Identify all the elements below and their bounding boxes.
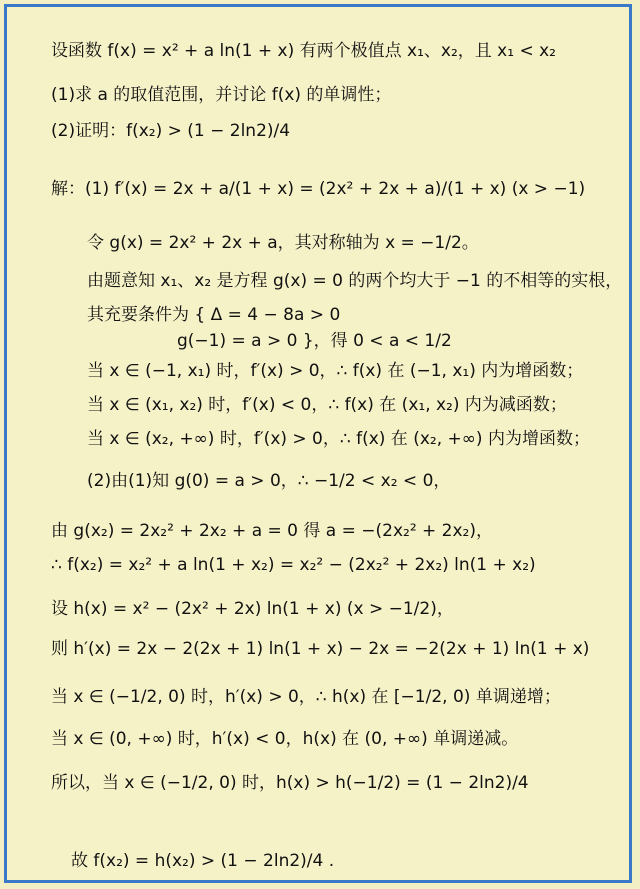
document-card bbox=[4, 4, 632, 883]
solution-part2-f: ∴ f(x₂) = x₂² + a ln(1 + x₂) = x₂² − (2x₂² + 2x₂) ln(1 + x₂) bbox=[51, 555, 536, 575]
solution-g-definition: 令 g(x) = 2x² + 2x + a，其对称轴为 x = −1/2。 bbox=[87, 233, 479, 253]
solution-monotonicity-3: 当 x ∈ (x₂, +∞) 时，f′(x) > 0，∴ f(x) 在 (x₂, +∞) 内为增函数； bbox=[87, 429, 590, 449]
solution-part2-so: 所以，当 x ∈ (−1/2, 0) 时，h(x) > h(−1/2) = (1 − 2ln2)/4 bbox=[51, 773, 529, 793]
solution-conclusion: 故 f(x₂) = h(x₂) > (1 − 2ln2)/4 . bbox=[71, 851, 335, 871]
solution-condition-a: 其充要条件为 { Δ = 4 − 8a > 0 bbox=[87, 305, 341, 325]
solution-part2-decreasing: 当 x ∈ (0, +∞) 时，h′(x) < 0，h(x) 在 (0, +∞) 单调递减。 bbox=[51, 729, 519, 749]
problem-part2: (2)证明：f(x₂) > (1 − 2ln2)/4 bbox=[51, 121, 291, 141]
solution-monotonicity-2: 当 x ∈ (x₁, x₂) 时，f′(x) < 0，∴ f(x) 在 (x₁, x₂) 内为减函数； bbox=[87, 395, 567, 415]
solution-part2-hprime: 则 h′(x) = 2x − 2(2x + 1) ln(1 + x) − 2x = −2(2x + 1) ln(1 + x) bbox=[51, 639, 590, 659]
solution-part2-start: (2)由(1)知 g(0) = a > 0，∴ −1/2 < x₂ < 0， bbox=[87, 471, 451, 491]
solution-part2-h: 设 h(x) = x² − (2x² + 2x) ln(1 + x) (x > −1/2)， bbox=[51, 599, 454, 619]
problem-part1: (1)求 a 的取值范围，并讨论 f(x) 的单调性； bbox=[51, 85, 392, 105]
solution-part2-increasing: 当 x ∈ (−1/2, 0) 时，h′(x) > 0，∴ h(x) 在 [−1/2, 0) 单调递增； bbox=[51, 687, 561, 707]
solution-roots: 由题意知 x₁、x₂ 是方程 g(x) = 0 的两个均大于 −1 的不相等的实根， bbox=[87, 271, 623, 291]
solution-monotonicity-1: 当 x ∈ (−1, x₁) 时，f′(x) > 0，∴ f(x) 在 (−1, x₁) 内为增函数； bbox=[87, 361, 584, 381]
solution-condition-b: g(−1) = a > 0 }，得 0 < a < 1/2 bbox=[177, 331, 452, 351]
solution-derivative: 解：(1) f′(x) = 2x + a/(1 + x) = (2x² + 2x + a)/(1 + x) (x > −1) bbox=[51, 179, 586, 199]
solution-part2-a: 由 g(x₂) = 2x₂² + 2x₂ + a = 0 得 a = −(2x₂² + 2x₂)， bbox=[51, 521, 494, 541]
problem-stem: 设函数 f(x) = x² + a ln(1 + x) 有两个极值点 x₁、x₂，且 x₁ < x₂ bbox=[51, 41, 556, 61]
